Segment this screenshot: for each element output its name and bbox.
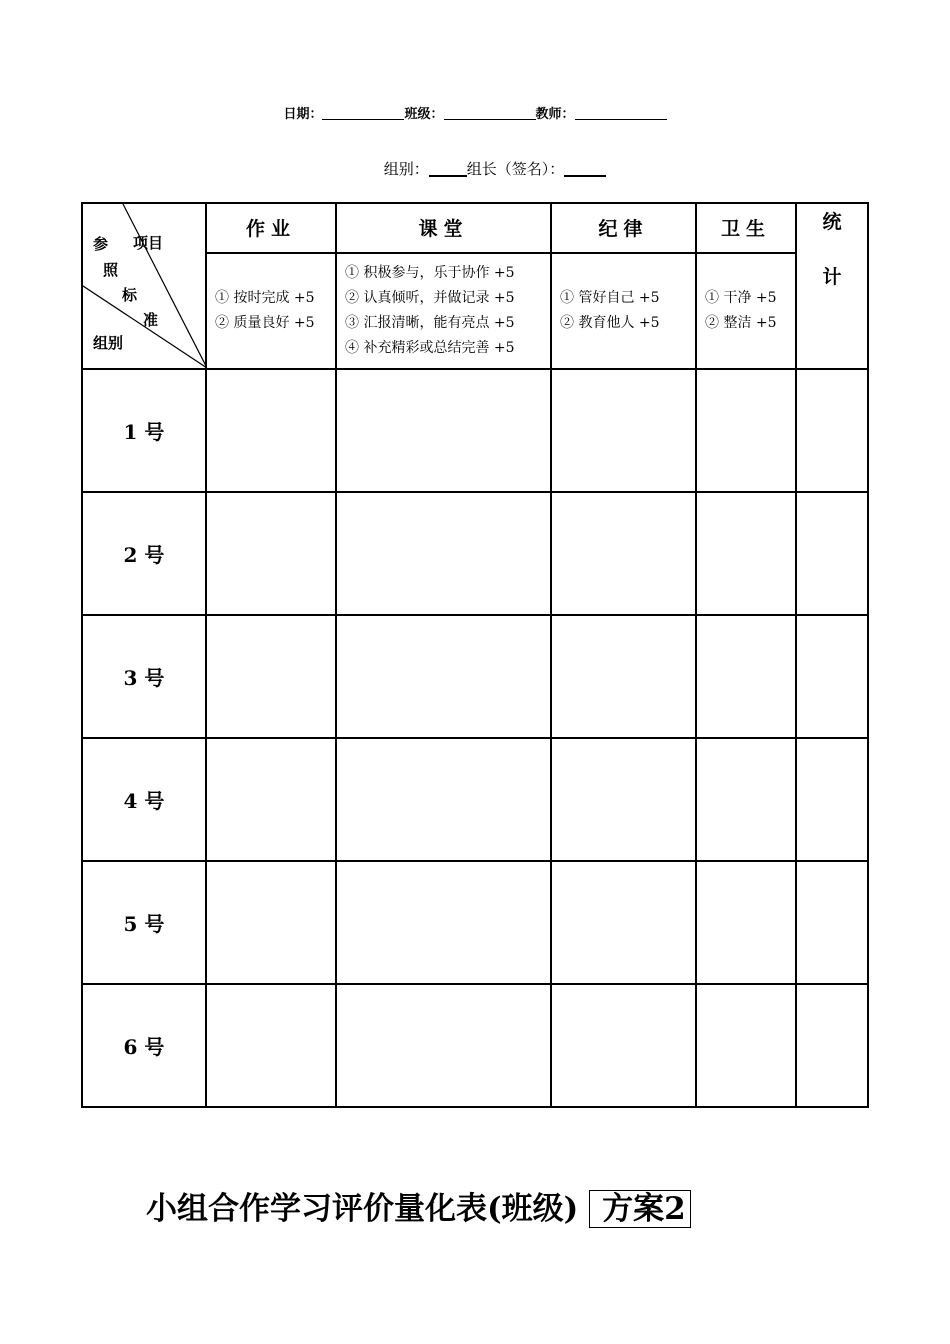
corner-group-label: 组别 (93, 334, 124, 352)
evaluation-table (81, 202, 869, 1108)
score-cell[interactable] (336, 369, 551, 492)
group-info-line (0, 158, 950, 179)
total-cell[interactable] (796, 492, 868, 615)
score-cell[interactable] (551, 615, 696, 738)
total-header (796, 203, 868, 369)
criterion: ② 认真倾听，并做记录 +5 (345, 289, 515, 306)
total-char: 统 (822, 211, 842, 233)
corner-char: 准 (143, 311, 159, 329)
class-blank (444, 105, 536, 120)
corner-char: 标 (122, 286, 138, 304)
criterion: ② 整洁 +5 (705, 314, 777, 331)
total-char: 计 (822, 266, 842, 288)
total-cell[interactable] (796, 369, 868, 492)
plan-badge: 方案2 (589, 1190, 691, 1228)
criterion: ① 干净 +5 (705, 289, 777, 306)
date-blank (322, 105, 404, 120)
criteria-discipline (551, 253, 696, 369)
total-cell[interactable] (796, 738, 868, 861)
table-row (82, 861, 868, 984)
class-label: 班级： (404, 107, 444, 122)
score-cell[interactable] (696, 615, 796, 738)
category-row (82, 203, 868, 253)
score-cell[interactable] (206, 615, 336, 738)
score-cell[interactable] (206, 984, 336, 1107)
criterion: ③ 汇报清晰，能有亮点 +5 (345, 314, 515, 331)
table-row (82, 492, 868, 615)
category-hygiene: 卫生 (696, 203, 796, 253)
score-cell[interactable] (696, 861, 796, 984)
category-classroom: 课堂 (336, 203, 551, 253)
score-cell[interactable] (551, 492, 696, 615)
score-cell[interactable] (206, 492, 336, 615)
group-row-label: 4 号 (82, 738, 206, 861)
leader-blank (564, 160, 606, 177)
criterion: ① 按时完成 +5 (215, 289, 315, 306)
criterion: ① 管好自己 +5 (560, 289, 660, 306)
criteria-homework (206, 253, 336, 369)
score-cell[interactable] (551, 861, 696, 984)
group-row-label: 2 号 (82, 492, 206, 615)
teacher-blank (575, 105, 667, 120)
table-row (82, 615, 868, 738)
total-cell[interactable] (796, 984, 868, 1107)
group-label: 组别： (383, 160, 429, 178)
corner-cell (82, 203, 206, 369)
criteria-classroom (336, 253, 551, 369)
score-cell[interactable] (696, 738, 796, 861)
score-cell[interactable] (206, 369, 336, 492)
score-cell[interactable] (551, 984, 696, 1107)
group-row-label: 1 号 (82, 369, 206, 492)
criterion: ① 积极参与，乐于协作 +5 (345, 264, 515, 281)
score-cell[interactable] (336, 615, 551, 738)
score-cell[interactable] (696, 369, 796, 492)
group-row-label: 3 号 (82, 615, 206, 738)
page-title (146, 1183, 691, 1228)
category-discipline: 纪律 (551, 203, 696, 253)
total-cell[interactable] (796, 615, 868, 738)
leader-label: 组长（签名）： (466, 160, 565, 178)
criterion: ② 教育他人 +5 (560, 314, 660, 331)
score-cell[interactable] (551, 369, 696, 492)
corner-char: 参 (93, 235, 109, 253)
total-cell[interactable] (796, 861, 868, 984)
teacher-label: 教师： (535, 107, 575, 122)
group-row-label: 6 号 (82, 984, 206, 1107)
header-info-line (0, 103, 950, 122)
score-cell[interactable] (696, 984, 796, 1107)
title-main: 小组合作学习评价量化表(班级) (146, 1191, 579, 1227)
score-cell[interactable] (336, 984, 551, 1107)
score-cell[interactable] (336, 738, 551, 861)
score-cell[interactable] (336, 492, 551, 615)
table-row (82, 738, 868, 861)
score-cell[interactable] (206, 738, 336, 861)
criterion: ④ 补充精彩或总结完善 +5 (345, 339, 515, 356)
group-row-label: 5 号 (82, 861, 206, 984)
score-cell[interactable] (336, 861, 551, 984)
corner-char: 照 (103, 261, 119, 279)
score-cell[interactable] (696, 492, 796, 615)
table-row (82, 984, 868, 1107)
score-cell[interactable] (206, 861, 336, 984)
group-blank (429, 160, 467, 177)
corner-project-label: 项目 (133, 234, 164, 252)
criterion: ② 质量良好 +5 (215, 314, 315, 331)
category-homework: 作业 (206, 203, 336, 253)
score-cell[interactable] (551, 738, 696, 861)
date-label: 日期： (283, 107, 323, 122)
criteria-hygiene (696, 253, 796, 369)
table-row (82, 369, 868, 492)
